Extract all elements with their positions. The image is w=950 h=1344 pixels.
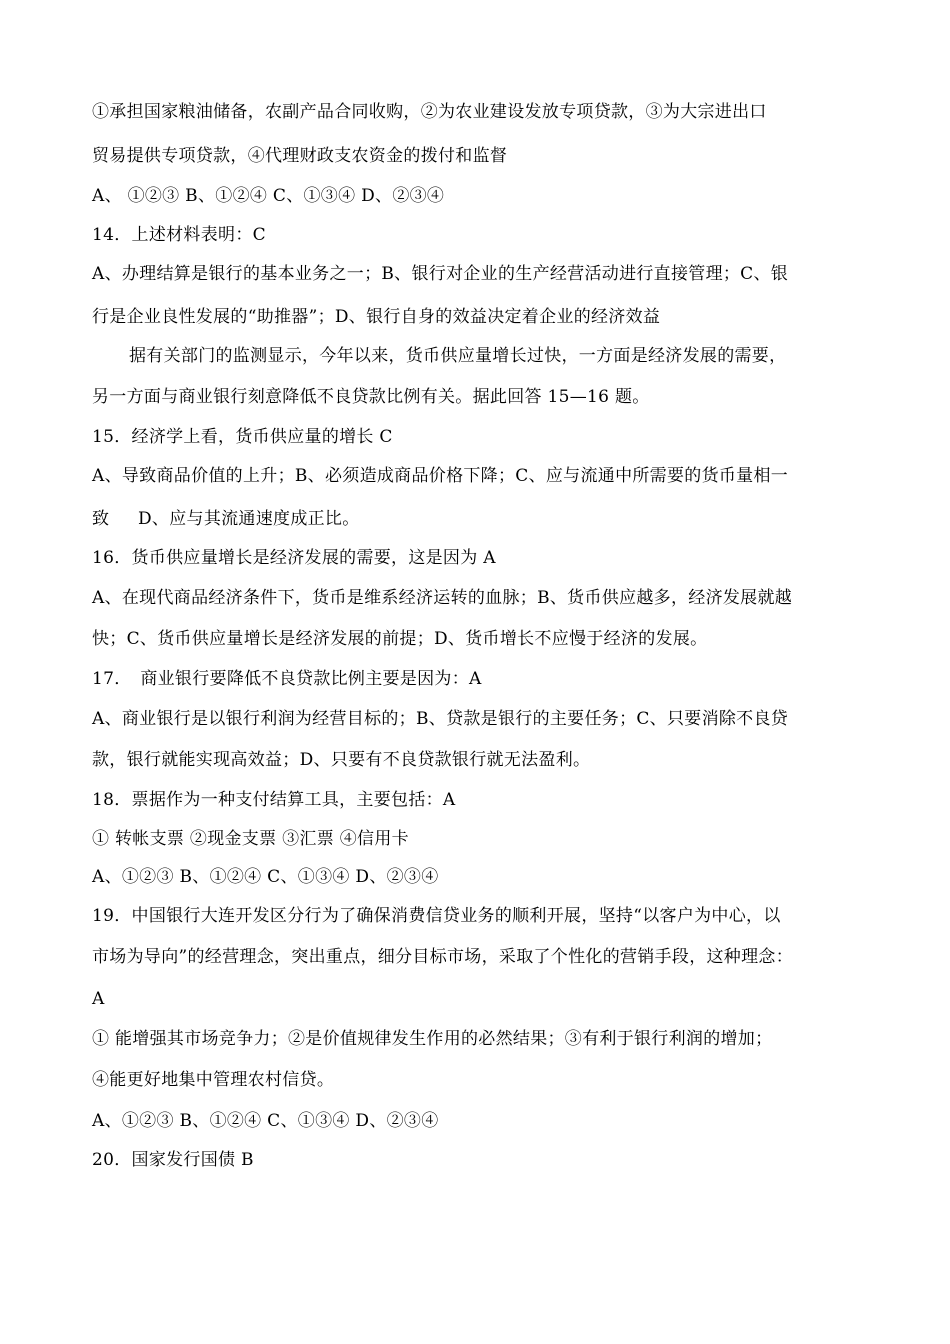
question-19: 19．中国银行大连开发区分行为了确保消费信贷业务的顺利开展，坚持“以客户为中心，以	[92, 906, 781, 926]
text-line: A、在现代商品经济条件下，货币是维系经济运转的血脉；B、货币供应越多，经济发展就越	[92, 588, 793, 608]
text-line: A、①②③ B、①②④ C、①③④ D、②③④	[92, 867, 439, 887]
text-line: A、导致商品价值的上升；B、必须造成商品价格下降；C、应与流通中所需要的货币量相一	[92, 466, 789, 486]
question-17: 17． 商业银行要降低不良贷款比例主要是因为：A	[92, 669, 482, 689]
text-line: A、商业银行是以银行利润为经营目标的；B、贷款是银行的主要任务；C、只要消除不良贷	[92, 709, 789, 729]
question-15: 15．经济学上看，货币供应量的增长 C	[92, 427, 393, 447]
text-line: A、①②③ B、①②④ C、①③④ D、②③④	[92, 1111, 439, 1131]
question-20: 20．国家发行国债 B	[92, 1150, 254, 1170]
text-line: ① 能增强其市场竞争力；②是价值规律发生作用的必然结果；③有利于银行利润的增加；	[92, 1029, 773, 1049]
question-14: 14．上述材料表明：C	[92, 225, 266, 245]
text-line: 致 D、应与其流通速度成正比。	[92, 509, 360, 529]
passage-line: 另一方面与商业银行刻意降低不良贷款比例有关。据此回答 15—16 题。	[92, 387, 650, 407]
text-line: ④能更好地集中管理农村信贷。	[92, 1070, 335, 1090]
text-line: 市场为导向”的经营理念，突出重点，细分目标市场，采取了个性化的营销手段，这种理念：	[92, 947, 793, 967]
text-line: A、办理结算是银行的基本业务之一；B、银行对企业的生产经营活动进行直接管理；C、银	[92, 264, 789, 284]
text-line: 款，银行就能实现高效益；D、只要有不良贷款银行就无法盈利。	[92, 750, 591, 770]
text-line: 行是企业良性发展的“助推器”；D、银行自身的效益决定着企业的经济效益	[92, 307, 661, 327]
text-line: A、 ①②③ B、①②④ C、①③④ D、②③④	[92, 186, 445, 206]
question-18: 18．票据作为一种支付结算工具，主要包括：A	[92, 790, 456, 810]
text-line: A	[92, 989, 105, 1009]
text-line: 快；C、货币供应量增长是经济发展的前提；D、货币增长不应慢于经济的发展。	[92, 629, 708, 649]
text-line: ① 转帐支票 ②现金支票 ③汇票 ④信用卡	[92, 829, 409, 849]
passage-line: 据有关部门的监测显示，今年以来，货币供应量增长过快，一方面是经济发展的需要，	[129, 346, 787, 366]
text-line: ①承担国家粮油储备，农副产品合同收购，②为农业建设发放专项贷款，③为大宗进出口	[92, 102, 767, 122]
text-line: 贸易提供专项贷款，④代理财政支农资金的拨付和监督	[92, 146, 508, 166]
question-16: 16．货币供应量增长是经济发展的需要，这是因为 A	[92, 548, 496, 568]
